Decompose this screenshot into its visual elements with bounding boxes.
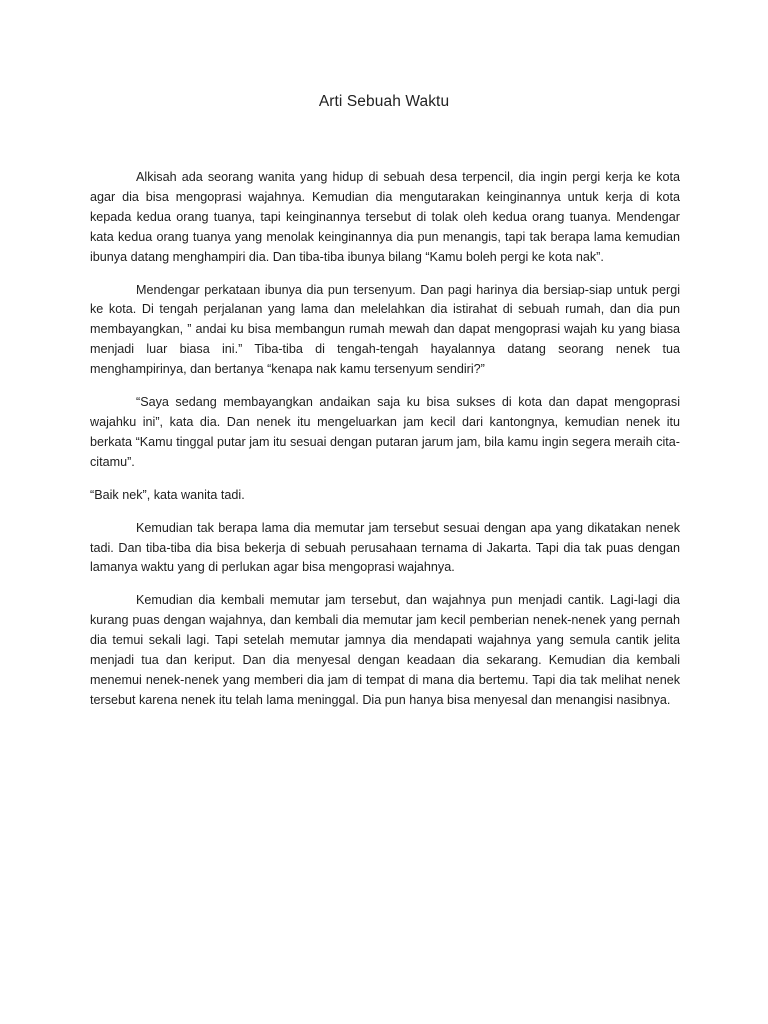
document-title: Arti Sebuah Waktu — [318, 93, 450, 110]
paragraph-4: “Baik nek”, kata wanita tadi. — [90, 487, 245, 502]
paragraph-5: Kemudian tak berapa lama dia memutar jam tersebut sesuai dengan apa yang dikatakan nenek tadi. Dan tiba-tiba dia bisa bekerja di sebuah perusahaan ternama di Jakarta. Tapi dia tak puas dengan lamanya waktu yang di perlukan agar bisa mengoprasi wajahnya. — [90, 520, 680, 575]
paragraph-2: Mendengar perkataan ibunya dia pun tersenyum. Dan pagi harinya dia bersiap-siap untuk pergi ke kota. Di tengah perjalanan yang lama dan melelahkan dia istirahat di sebuah rumah, dan dia pun membayangkan, ” andai ku bisa membangun rumah mewah dan dapat mengoprasi wajah ku yang biasa menjadi luar biasa ini.” Tiba-tiba di tengah-tengah hayalannya datang seorang nenek tua menghampirinya, dan bertanya “kenapa nak kamu tersenyum sendiri?” — [90, 282, 680, 377]
paragraph-6: Kemudian dia kembali memutar jam tersebut, dan wajahnya pun menjadi cantik. Lagi-lagi dia kurang puas dengan wajahnya, dan kembali dia memutar jam kecil pemberian nenek-nenek yang pernah dia temui sekali lagi. Tapi setelah memutar jamnya dia mendapati wajahnya yang semula cantik jelita menjadi tua dan keriput. Dan dia menyesal dengan keadaan dia sekarang. Kemudian dia kembali menemui nenek-nenek yang memberi dia jam di tempat di mana dia bertemu. Tapi dia tak melihat nenek tersebut karena nenek itu telah lama meninggal. Dia pun hanya bisa menyesal dan menangisi nasibnya. — [90, 593, 680, 707]
paragraph-1: Alkisah ada seorang wanita yang hidup di sebuah desa terpencil, dia ingin pergi kerja ke kota agar dia bisa mengoprasi wajahnya. Kemudian dia mengutarakan keinginannya untuk kerja di kota kepada kedua orang tuanya, tapi keinginannya tersebut di tolak oleh kedua orang tuanya. Mendengar kata kedua orang tuanya yang menolak keinginannya dia pun menangis, tapi tak berapa lama kemudian ibunya datang menghampiri dia. Dan tiba-tiba ibunya bilang “Kamu boleh pergi ke kota nak”. — [90, 170, 680, 264]
document-body — [90, 168, 680, 724]
paragraph-3: “Saya sedang membayangkan andaikan saja ku bisa sukses di kota dan dapat mengoprasi wajahku ini”, kata dia. Dan nenek itu mengeluarkan jam kecil dari kantongnya, kemudian nenek itu berkata “Kamu tinggal putar jam itu sesuai dengan putaran jarum jam, bila kamu ingin segera meraih cita-citamu”. — [90, 395, 680, 469]
